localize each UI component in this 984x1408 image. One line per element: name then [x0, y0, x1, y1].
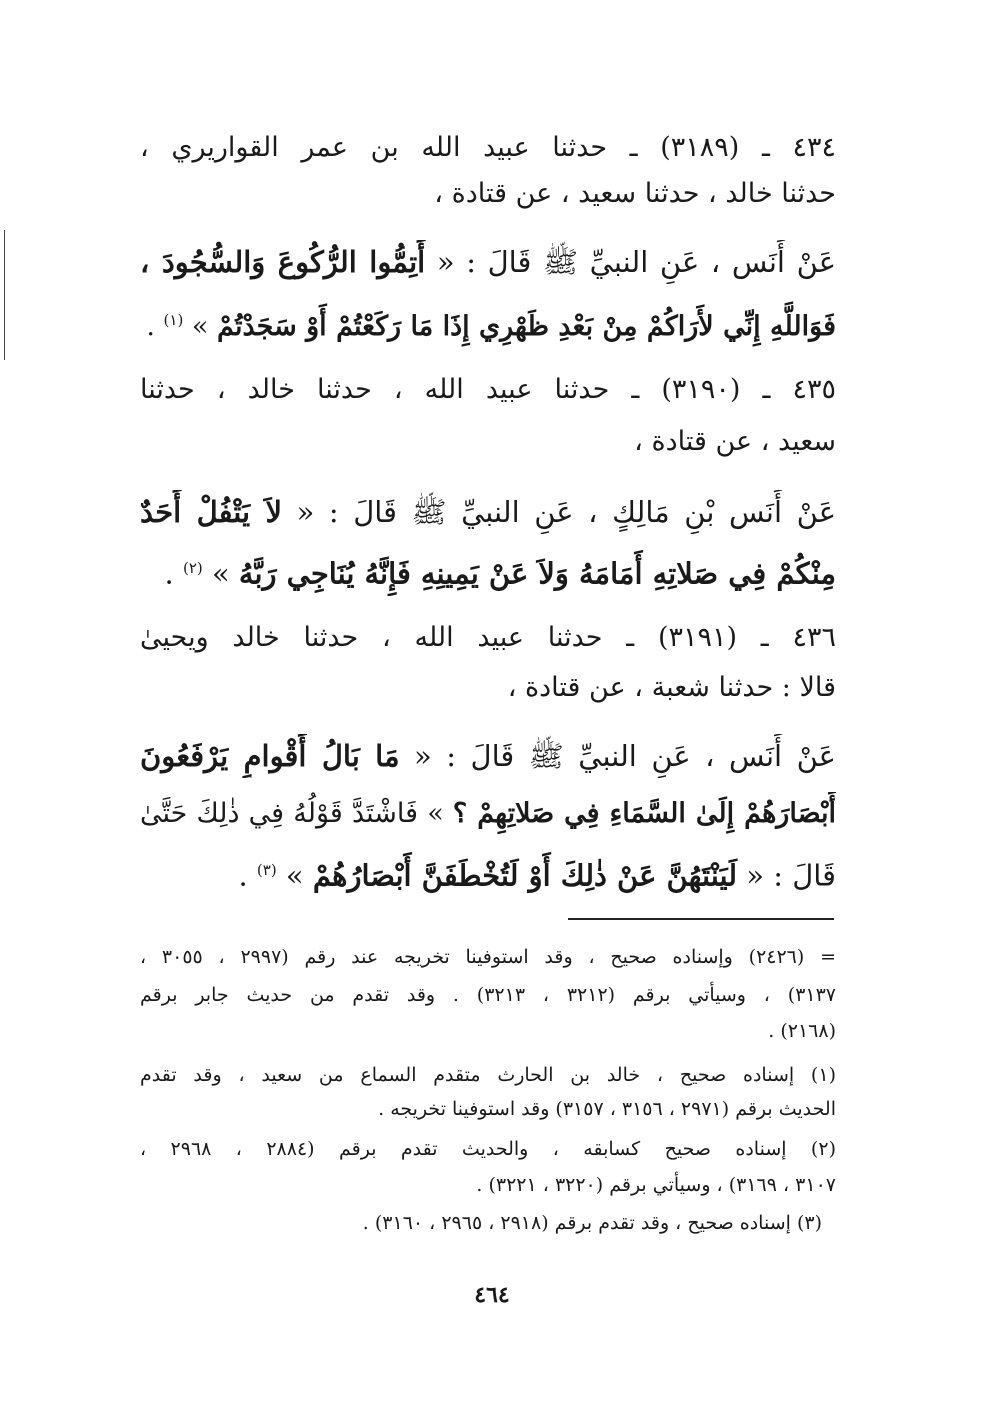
hadith-436-period: .: [238, 858, 257, 893]
hadith-435-quote-2: مِنْكُمْ فِي صَلاتِهِ أَمَامَهُ وَلاَ عَنْ يَمِينِهِ فَإِنَّهُ يُنَاجِي رَبَّهُ: [238, 556, 836, 591]
footnote-ref-2[interactable]: (٢): [182, 559, 203, 577]
hadith-435-narrator: عَنْ أَنَس بْنِ مَالِكٍ ، عَنِ النبيِّ ﷺ قَالَ : «: [282, 495, 836, 529]
footnote-divider: [568, 918, 834, 920]
footnote-1-line-1: (١) إسناده صحيح ، خالد بن الحارث متقدم السماع من سعيد ، وقد تقدم: [140, 1064, 836, 1086]
hadith-436-narrator-2: قَالَ : «: [737, 858, 836, 893]
hadith-434-text-line-2: [140, 298, 836, 349]
footnote-ref-3[interactable]: (٣): [256, 861, 277, 879]
footnote-2-line-1: (٢) إسناده صحيح كسابقه ، والحديث تقدم برقم (٢٨٨٤ ، ٢٩٦٨ ،: [140, 1138, 836, 1160]
hadith-436-narration-continued: » فَاشْتَدَّ قَوْلُهُ فِي ذٰلِكَ حَتَّىٰ: [140, 798, 453, 829]
hadith-436-narrator: عَنْ أَنَس ، عَنِ النبيِّ ﷺ قَالَ : «: [399, 739, 836, 773]
hadith-436-chain-line-1: ٤٣٦ ـ (٣١٩١) ـ حدثنا عبيد الله ، حدثنا خالد ويحيىٰ: [140, 622, 836, 653]
hadith-436-quote-close: »: [276, 858, 313, 893]
hadith-436-quote-3: لَيَنْتَهُنَّ عَنْ ذٰلِكَ أَوْ لَتُخْطَفَنَّ أَبْصَارُهُمْ: [312, 858, 738, 893]
hadith-434-period: .: [146, 311, 164, 342]
hadith-435-quote-1: لاَ يَتْفُلْ أَحَدٌ: [140, 495, 283, 529]
footnote-2-line-2: ٣١٠٧ ، ٣١٦٩) ، وسيأتي برقم (٣٢٢٠ ، ٣٢٢١) .: [476, 1174, 836, 1196]
hadith-434-chain-line-2: حدثنا خالد ، حدثنا سعيد ، عن قتادة ،: [434, 178, 836, 209]
footnote-1-line-2: الحديث برقم (٢٩٧١ ، ٣١٥٦ ، ٣١٥٧) وقد استوفينا تخريجه .: [378, 1098, 836, 1120]
margin-rule: [4, 230, 5, 360]
hadith-436-quote-1: مَا بَالُ أَقْوامٍ يَرْفَعُونَ: [140, 739, 400, 773]
hadith-436-chain-line-2: قالا : حدثنا شعبة ، عن قتادة ،: [507, 672, 836, 703]
hadith-435-period: .: [164, 556, 183, 591]
hadith-436-text-line-1: [140, 734, 836, 778]
hadith-434-quote-1: أَتِمُّوا الرُّكُوعَ وَالسُّجُودَ ،: [140, 245, 426, 279]
hadith-434-narrator: عَنْ أَنَس ، عَنِ النبيِّ ﷺ قَالَ : «: [425, 245, 836, 279]
hadith-434-quote-close: »: [183, 311, 218, 342]
hadith-435-quote-close: »: [202, 556, 239, 591]
hadith-436-text-line-2: [140, 792, 836, 836]
hadith-434-chain-line-1: ٤٣٤ ـ (٣١٨٩) ـ حدثنا عبيد الله بن عمر القواريري ،: [140, 132, 836, 163]
footnote-continued-line-2: ٣١٣٧) ، وسيأتي برقم (٣٢١٢ ، ٣٢١٣) . وقد تقدم من حديث جابر برقم: [140, 984, 836, 1006]
page-number: ٤٦٤: [474, 1282, 510, 1308]
hadith-436-text-line-3: [140, 848, 836, 898]
footnote-continued-line-3: (٢١٦٨) .: [768, 1020, 836, 1042]
hadith-434-quote-2: فَوَاللَّهِ إِنِّي لأَرَاكُمْ مِنْ بَعْدِ ظَهْرِي إِذَا مَا رَكَعْتُمْ أَوْ سَجَدْتُمْ: [217, 311, 836, 342]
footnote-ref-1[interactable]: (١): [163, 311, 184, 329]
hadith-435-text-line-2: [140, 546, 836, 596]
footnote-3-line-1: (٣) إسناده صحيح ، وقد تقدم برقم (٢٩١٨ ، ٢٩٦٥ ، ٣١٦٠) .: [362, 1212, 822, 1234]
hadith-436-quote-2: أَبْصَارَهُمْ إِلَىٰ السَّمَاءِ فِي صَلاتِهِمْ ؟: [452, 798, 836, 829]
hadith-435-chain-line-2: سعيد ، عن قتادة ،: [634, 426, 836, 457]
hadith-434-text-line-1: [140, 240, 836, 284]
hadith-435-chain-line-1: ٤٣٥ ـ (٣١٩٠) ـ حدثنا عبيد الله ، حدثنا خالد ، حدثنا: [140, 374, 836, 405]
hadith-435-text-line-1: [140, 490, 836, 534]
footnote-continued-line-1: = (٢٤٢٦) وإسناده صحيح ، وقد استوفينا تخريجه عند رقم (٢٩٩٧ ، ٣٠٥٥ ،: [140, 946, 836, 968]
